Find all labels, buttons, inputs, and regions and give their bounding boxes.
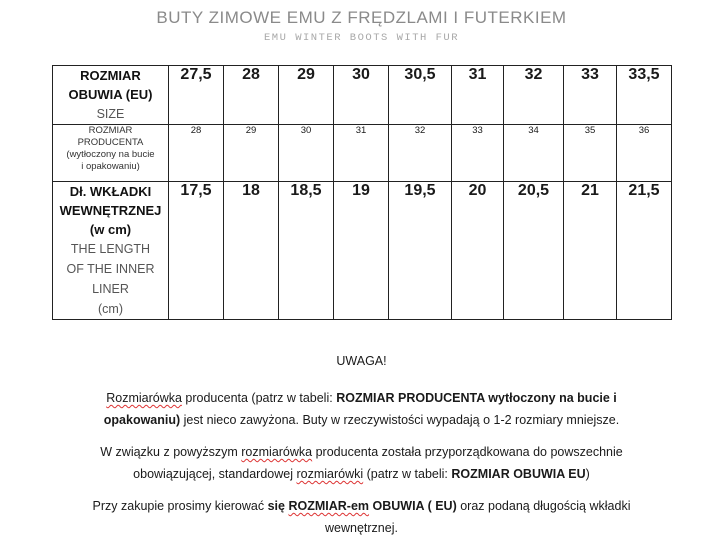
note-text: producenta (patrz w tabeli:	[181, 391, 337, 405]
note-text: wewnętrznej.	[325, 521, 398, 535]
note-text: producenta została przyporządkowana do powszechnie	[312, 445, 623, 459]
row-header-line: ROZMIAR	[80, 68, 141, 83]
row-header-line: OF THE INNER	[66, 262, 155, 276]
row-header-producer-size	[53, 125, 169, 182]
table-cell: 20	[452, 182, 504, 320]
table-cell: 30,5	[389, 66, 452, 125]
row-header-line: SIZE	[96, 107, 125, 121]
table-cell: 34	[504, 125, 564, 182]
table-cell: 32	[389, 125, 452, 182]
note-text: rozmiarówka	[241, 445, 313, 459]
page-title: BUTY ZIMOWE EMU Z FRĘDZLAMI I FUTERKIEM	[156, 8, 567, 27]
note-text: jest nieco zawyżona. Buty w rzeczywistości wypadają o 1-2 rozmiary mniejsze.	[180, 413, 620, 427]
note-text-bold: ROZMIAR PRODUCENTA wytłoczony na bucie i	[336, 391, 617, 405]
table-cell: 29	[279, 66, 334, 125]
note-text-bold: się	[267, 499, 289, 513]
table-cell: 18	[224, 182, 279, 320]
note-text-bold: opakowaniu)	[103, 413, 181, 427]
table-cell: 33	[452, 125, 504, 182]
row-header-line: (cm)	[98, 302, 123, 316]
table-cell: 33	[564, 66, 617, 125]
row-header-line: OBUWIA (EU)	[68, 87, 153, 102]
table-cell: 28	[169, 125, 224, 182]
row-header-line: (wytłoczony na bucie	[66, 149, 155, 160]
table-cell: 19	[334, 182, 389, 320]
table-cell: 31	[334, 125, 389, 182]
note-text: Rozmiarówka	[106, 391, 182, 405]
note-text-bold: ROZMIAR-em	[288, 499, 370, 513]
row-header-line: LINER	[92, 282, 129, 296]
table-cell: 21	[564, 182, 617, 320]
note-text: Przy zakupie prosimy kierować	[92, 499, 268, 513]
table-cell: 35	[564, 125, 617, 182]
note-text-bold: ROZMIAR OBUWIA EU	[451, 467, 586, 481]
row-header-line: i opakowaniu)	[81, 161, 140, 172]
row-header-line: ROZMIAR	[88, 125, 133, 136]
table-cell: 33,5	[617, 66, 672, 125]
table-cell: 20,5	[504, 182, 564, 320]
row-header-insole-length	[53, 182, 169, 320]
row-header-line: Dł. WKŁADKI	[69, 184, 152, 199]
row-header-eu-size	[53, 66, 169, 125]
table-cell: 17,5	[169, 182, 224, 320]
note-text: W związku z powyższym	[100, 445, 242, 459]
table-row-insole-length	[53, 182, 672, 320]
notes-heading: UWAGA!	[336, 354, 387, 368]
table-cell: 27,5	[169, 66, 224, 125]
row-header-line: PRODUCENTA	[77, 137, 144, 148]
note-text: rozmiarówki	[296, 467, 364, 481]
note-text: oraz podaną długością wkładki	[456, 499, 631, 513]
table-cell: 29	[224, 125, 279, 182]
table-cell: 19,5	[389, 182, 452, 320]
size-table	[52, 65, 672, 320]
table-cell: 30	[334, 66, 389, 125]
table-cell: 32	[504, 66, 564, 125]
page-subtitle: EMU WINTER BOOTS WITH FUR	[263, 32, 460, 44]
table-row-eu-size	[53, 66, 672, 125]
row-header-line: (w cm)	[89, 222, 132, 237]
table-cell: 36	[617, 125, 672, 182]
note-text: obowiązującej, standardowej	[133, 467, 297, 481]
row-header-line: THE LENGTH	[70, 242, 151, 256]
note-text: (patrz w tabeli:	[363, 467, 452, 481]
note-text: )	[585, 467, 590, 481]
note-paragraph-2	[50, 441, 673, 485]
table-cell: 28	[224, 66, 279, 125]
row-header-line: WEWNĘTRZNEJ	[59, 203, 162, 218]
table-row-producer-size	[53, 125, 672, 182]
table-cell: 18,5	[279, 182, 334, 320]
table-cell: 30	[279, 125, 334, 182]
table-cell: 31	[452, 66, 504, 125]
note-paragraph-1	[50, 387, 673, 431]
note-paragraph-3	[50, 495, 673, 539]
note-text-bold: OBUWIA ( EU)	[369, 499, 457, 513]
table-cell: 21,5	[617, 182, 672, 320]
